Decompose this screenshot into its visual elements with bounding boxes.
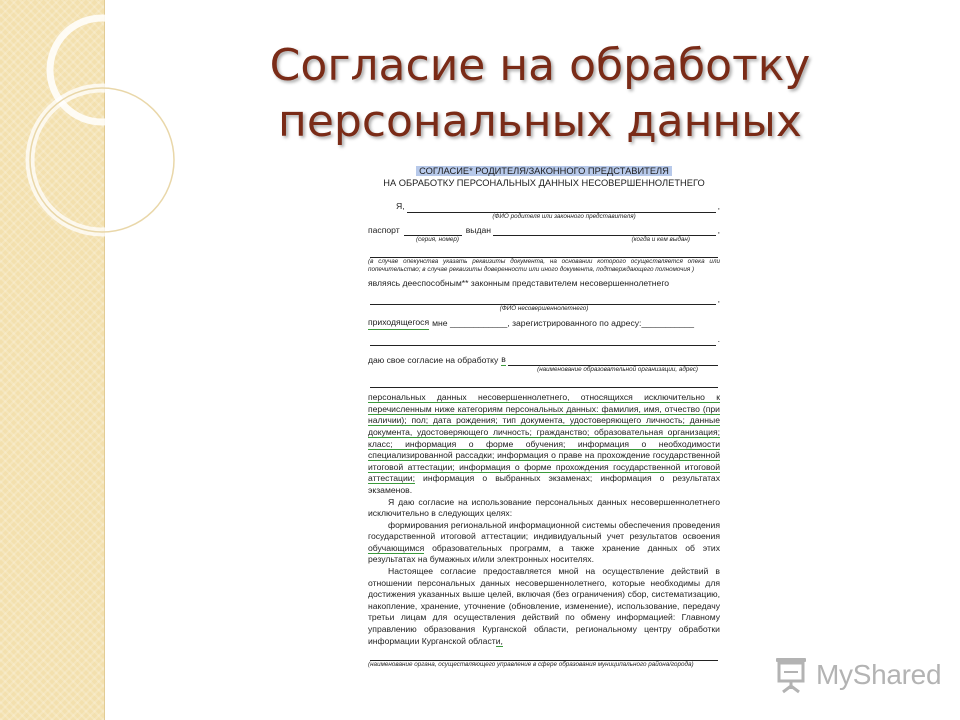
- minor-name-field: [370, 295, 716, 305]
- watermark-text: MyShared: [816, 659, 942, 690]
- relation-text: мне ____________, зарегистрированного по адресу:___________: [432, 318, 695, 329]
- guardian-document-field: [370, 248, 718, 258]
- data-categories-tail: информация о выбранных экзаменах; информация о результатах экзаменов.: [368, 473, 720, 495]
- actions-paragraph-text: Настоящее согласие предоставляется мной на осуществление действий в отношении персональных данных несовершеннолетнего, которые необходимы для достижения указанных выше целей, включая (без ограничения) сбор, систематизацию, накопление, хранение, уточнение (обновление, изменение), использование, передачу третьи лицам для осуществления действий по обмену информацией: Главному управлению образования Курганской области, региональному центру обработки информации Курганской област: [368, 566, 720, 646]
- slide-title-line-2: персональных данных: [278, 96, 802, 147]
- authority-hint: (наименование органа, осуществляющего управление в сфере образования муниципального района/города): [368, 661, 694, 669]
- organization-hint: (наименование образовательной организации, адрес): [537, 366, 698, 374]
- passport-issued-hint: (когда и кем выдан): [631, 236, 690, 244]
- passport-number-field: [404, 226, 462, 236]
- slide-title: [150, 38, 930, 150]
- relation-word: приходящегося: [368, 317, 429, 330]
- authority-row: [368, 651, 720, 661]
- document-header-line-1: СОГЛАСИЕ* РОДИТЕЛЯ/ЗАКОННОГО ПРЕДСТАВИТЕЛЯ: [416, 166, 672, 176]
- watermark: [772, 653, 941, 697]
- purpose-paragraph: Я даю согласие на использование персональных данных несовершеннолетнего исключительно в следующих целях:: [368, 496, 720, 519]
- slide-title-line-1: Согласие на обработку: [269, 40, 811, 91]
- address-field: [370, 336, 716, 346]
- parent-name-row: Я, ,: [396, 201, 720, 211]
- consent-in: в: [501, 354, 506, 367]
- purpose-body: [368, 520, 720, 566]
- parent-name-hint: (ФИО родителя или законного представителя): [492, 212, 636, 220]
- purpose-body-part-1: формирования региональной информационной системы обеспечения проведения государственной итоговой аттестации; индивидуальный учет результатов освоения: [368, 519, 720, 542]
- actions-paragraph: [368, 566, 720, 647]
- organization-field-2: [370, 378, 718, 388]
- passport-hints: [368, 236, 720, 244]
- minor-name-hint: (ФИО несовершеннолетнего): [499, 305, 589, 313]
- minor-name-row: ,: [368, 294, 720, 306]
- authority-field: [370, 651, 718, 661]
- consent-document: [368, 165, 720, 669]
- document-header: [368, 165, 720, 189]
- relation-row: [368, 317, 720, 330]
- consent-label: даю свое согласие на обработку: [368, 354, 499, 365]
- data-categories-paragraph: [368, 392, 720, 496]
- document-header-line-2: НА ОБРАБОТКУ ПЕРСОНАЛЬНЫХ ДАННЫХ НЕСОВЕРШЕННОЛЕТНЕГО: [383, 178, 705, 188]
- parent-name-field: [407, 203, 716, 213]
- consent-row: [368, 354, 720, 367]
- address-row: .: [368, 334, 720, 346]
- data-categories-list: персональных данных несовершеннолетнего, относящихся исключительно к перечисленным ниже категориям персональных данных: фамилия, имя, отчество (при наличии); пол; дата рождения; тип документа, удостоверяющего личность; данные документа, удостоверяющего личность; гражданство; образовательная организация; класс; информация о форме обучения; информация о необходимости специализированной рассадки; информация о праве на прохождение государственной итоговой аттестации; информация о форме прохождения государственной итоговой аттестации;: [368, 392, 720, 484]
- guardian-hint: (в случае опекунства указать реквизиты документа, на основании которого осуществляется опека или попечительство; в случае реквизиты доверенности или иного документа, подтверждающего полномочия ): [368, 258, 720, 274]
- ya-label: Я,: [396, 201, 405, 211]
- projector-screen-icon: [772, 656, 810, 694]
- organization-field: [508, 356, 718, 366]
- guardian-doc-row: [368, 248, 720, 258]
- purpose-body-part-2: образовательных программ, а также хранение данных об этих результатах на бумажных и/или электронных носителях.: [368, 542, 720, 565]
- passport-issued-field: [493, 226, 716, 236]
- purpose-body-word: обучающимся: [368, 542, 425, 553]
- organization-row-2: [368, 378, 720, 388]
- passport-series-hint: (серия, номер): [416, 236, 459, 244]
- issued-label: выдан: [465, 224, 491, 235]
- passport-row: паспорт выдан ,: [368, 224, 720, 235]
- actions-paragraph-end: и,: [495, 635, 503, 646]
- being-guardian-text: являясь дееспособным** законным представителем несовершеннолетнего: [368, 278, 670, 289]
- passport-label: паспорт: [368, 224, 400, 235]
